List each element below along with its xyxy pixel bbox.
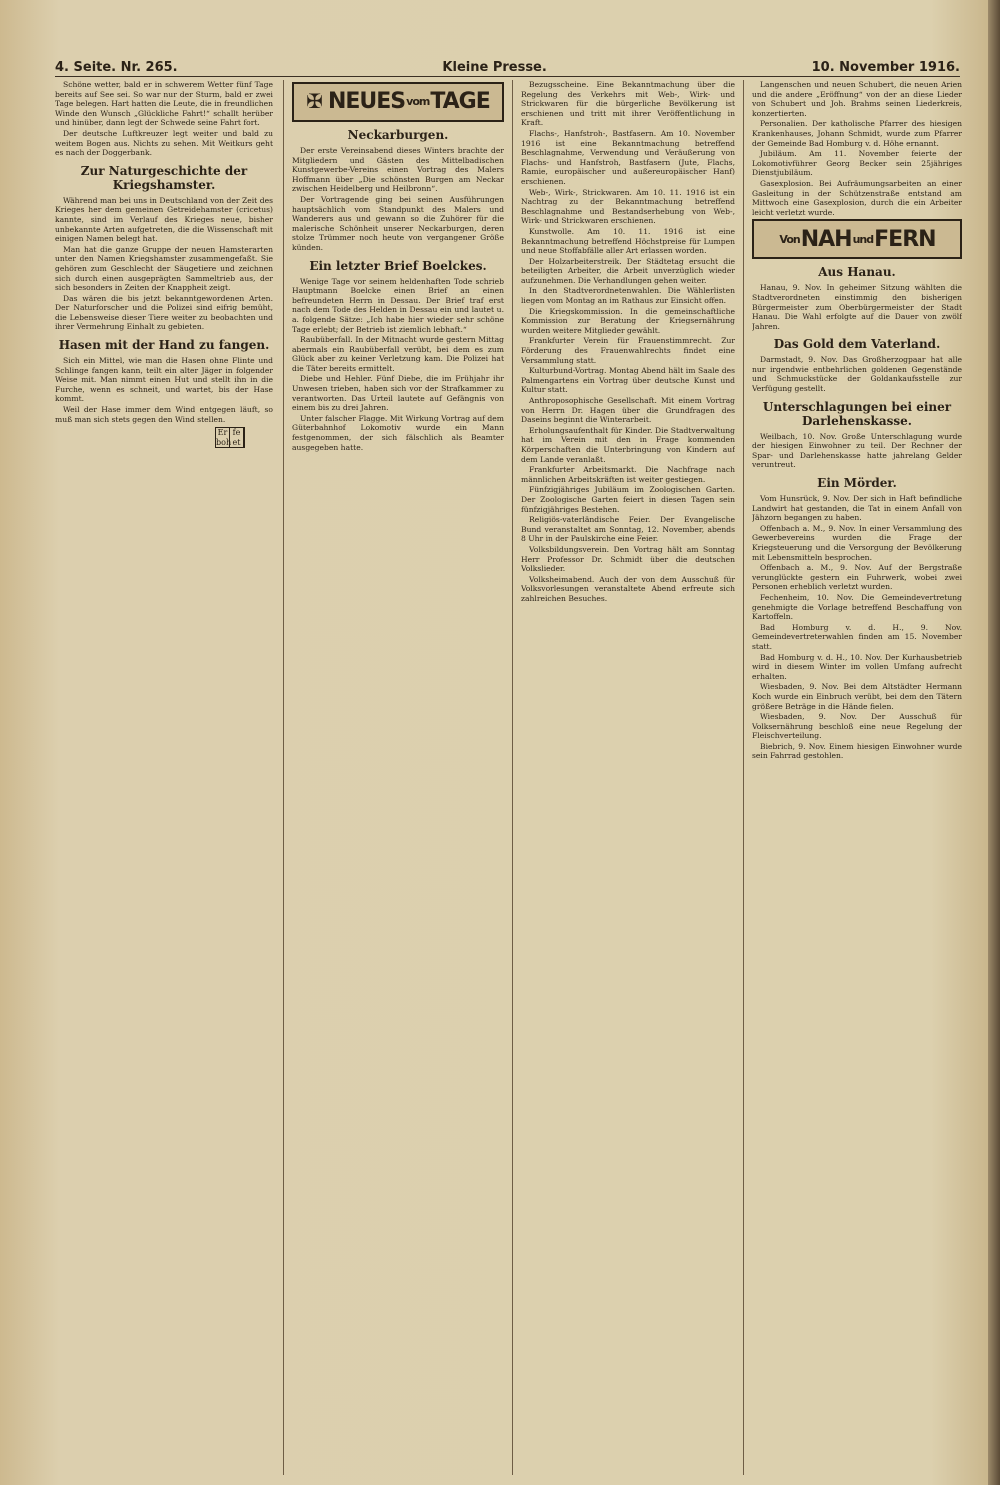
news-item: Bezugsscheine. Eine Bekanntmachung über die Regelung des Verkehrs mit Web-, Wirk- und Strickwaren für die bürgerliche Bevölkerung ist erschienen und tritt mit ihrer Veröffentlichung in Kraft. bbox=[521, 80, 735, 128]
masthead-von-nah-und-fern bbox=[752, 219, 962, 259]
article-paragraph: Gasexplosion. Bei Aufräumungsarbeiten an einer Gasleitung in der Schützenstraße entstand am Mittwoch eine Gasexplosion, durch die ein Arbeiter leicht verletzt wurde. bbox=[752, 178, 962, 217]
issue-date: 10. November 1916. bbox=[811, 59, 960, 75]
article-paragraph: Diebe und Hehler. Fünf Diebe, die im Frühjahr ihr Unwesen trieben, haben sich vor der Strafkammer zu verantworten. Das Urteil lautete auf Gefängnis von einem bis zu drei Jahren. bbox=[292, 374, 504, 413]
article-paragraph: Weil der Hase immer dem Wind entgegen läuft, so muß man sich stets gegen den Wind stellen. bbox=[55, 405, 273, 424]
article-paragraph: Fechenheim, 10. Nov. Die Gemeindevertretung genehmigte die Vorlage betreffend Beschaffung von Kartoffeln. bbox=[752, 592, 962, 622]
column-rule bbox=[283, 80, 284, 1475]
masthead-word: NAH bbox=[800, 226, 852, 252]
article-paragraph: Wiesbaden, 9. Nov. Bei dem Altstädter Hermann Koch wurde ein Einbruch verübt, bei dem den Tätern größere Beträge in die Hände fielen. bbox=[752, 682, 962, 711]
headline-hasen: Hasen mit der Hand zu fangen. bbox=[58, 338, 270, 353]
masthead-word: vom bbox=[406, 95, 430, 109]
page-number: 4. Seite. Nr. 265. bbox=[55, 59, 178, 75]
eagle-icon: ✠ bbox=[306, 89, 322, 114]
masthead-word: TAGE bbox=[430, 89, 490, 115]
news-item: Der Holzarbeiterstreik. Der Städtetag ersucht die beteiligten Arbeiter, die Arbeit unverzüglich wieder aufzunehmen. Die Verhandlungen gehen weiter. bbox=[521, 256, 735, 285]
news-item: Kunstwolle. Am 10. 11. 1916 ist eine Bekanntmachung betreffend Höchstpreise für Lumpen und neue Stoffabfälle aller Art erlassen worden. bbox=[521, 226, 735, 256]
article-paragraph: Jubiläum. Am 11. November feierte der Lokomotivführer Georg Becker sein 25jähriges Dienstjubiläum. bbox=[752, 149, 962, 178]
news-item: Web-, Wirk-, Strickwaren. Am 10. 11. 1916 ist ein Nachtrag zu der Bekanntmachung betreffend Beschlagnahme und Bestandserhebung von Web-, Wirk- und Strickwaren erschienen. bbox=[521, 187, 735, 226]
masthead-word: NEUES bbox=[327, 89, 406, 115]
article-paragraph: Darmstadt, 9. Nov. Das Großherzogpaar hat alle nur irgendwie entbehrlichen goldenen Gegenstände und Schmuckstücke der Goldankaufsstelle zur Verfügung gestellt. bbox=[752, 355, 962, 394]
masthead-word: FERN bbox=[874, 226, 936, 252]
article-paragraph: Raubüberfall. In der Mitnacht wurde gestern Mittag abermals ein Raubüberfall verübt, bei dem es zum Glück aber zu keiner Verletzung kam. Die Polizei hat die Täter bereits ermittelt. bbox=[292, 335, 504, 373]
article-paragraph: Man hat die ganze Gruppe der neuen Hamsterarten unter den Namen Kriegshamster zusammengefaßt. Sie gehören zum Geschlecht der Säugetiere und zeichnen sich durch einen ausgeprägten Sammeltrieb aus, der sich besonders in Zeiten der Knappheit zeigt. bbox=[55, 244, 273, 293]
masthead-neues-vom-tage bbox=[292, 82, 504, 122]
news-item: Kulturbund-Vortrag. Montag Abend hält im Saale des Palmengartens ein Vortrag über deutsche Kunst und Kultur statt. bbox=[521, 366, 735, 395]
puzzle-cell: fe bbox=[230, 428, 244, 438]
masthead-word: und bbox=[852, 232, 874, 246]
masthead-word: Von bbox=[779, 232, 800, 246]
column-2 bbox=[292, 80, 504, 1475]
news-item: Die Kriegskommission. In die gemeinschaftliche Kommission zur Beratung der Kriegsernährung wurden weitere Mitglieder gewählt. bbox=[521, 306, 735, 335]
column-rule bbox=[743, 80, 744, 1475]
column-4 bbox=[752, 80, 962, 1475]
column-rule bbox=[512, 80, 513, 1475]
article-paragraph: Personalien. Der katholische Pfarrer des hiesigen Krankenhauses, Johann Schmidt, wurde zum Pfarrer der Gemeinde Bad Homburg v. d. Höhe ernannt. bbox=[752, 119, 962, 148]
headline-kriegshamster: Zur Naturgeschichte der Kriegshamster. bbox=[80, 163, 248, 192]
headline-gold: Das Gold dem Vaterland. bbox=[773, 337, 941, 352]
article-paragraph: Schöne wetter, bald er in schwerem Wetter fünf Tage bereits auf See sei. So war nur der Sturm, bald er zwei Tage belegen. Hart hatten die Leute, die in freundlichen Winde den Wunsch „Glückliche Fahrt!“ schallt herüber und hinüber, dann legt der Schwede seine Fahrt fort. bbox=[55, 80, 273, 128]
headline-unterschlagungen: Unterschlagungen bei einer Darlehenskasse. bbox=[762, 399, 952, 428]
column-1 bbox=[55, 80, 273, 1475]
puzzle-figure bbox=[215, 427, 245, 448]
news-item: Anthroposophische Gesellschaft. Mit einem Vortrag von Herrn Dr. Hagen über die Grundfragen des Daseins beginnt die Winterarbeit. bbox=[521, 396, 735, 425]
article-paragraph: Wiesbaden, 9. Nov. Der Ausschuß für Volksernährung beschloß eine neue Regelung der Fleischverteilung. bbox=[752, 712, 962, 741]
paper-name: Kleine Presse. bbox=[442, 59, 547, 75]
article-paragraph: Langenschen und neuen Schubert, die neuen Arien und die andere „Eröffnung“ von der an diese Lieder von Schubert und Joh. Brahms seinen Liederkreis, konzertierten. bbox=[752, 80, 962, 118]
news-item: Volksbildungsverein. Den Vortrag hält am Sonntag Herr Professor Dr. Schmidt über die deutschen Volkslieder. bbox=[521, 544, 735, 574]
news-item: Frankfurter Arbeitsmarkt. Die Nachfrage nach männlichen Arbeitskräften ist weiter gestiegen. bbox=[521, 465, 735, 484]
news-item: Frankfurter Verein für Frauenstimmrecht. Zur Förderung des Frauenwahlrechts findet eine Versammlung statt. bbox=[521, 336, 735, 365]
headline-neckarburgen: Neckarburgen. bbox=[347, 128, 449, 142]
puzzle-cell: et bbox=[230, 438, 244, 448]
news-item: Flachs-, Hanfstroh-, Bastfasern. Am 10. November 1916 ist eine Bekanntmachung betreffend Beschlagnahme, Verwendung und Veräußerung von Flachs- und Hanfstroh, Bastfasern (Jute, Flachs, Ramie, europäischer und außereuropäischer Hanf) erschienen. bbox=[521, 128, 735, 186]
news-item: Religiös-vaterländische Feier. Der Evangelische Bund veranstaltet am Sonntag, 12. November, abends 8 Uhr in der Paulskirche eine Feier. bbox=[521, 515, 735, 544]
article-paragraph: Offenbach a. M., 9. Nov. Auf der Bergstraße verunglückte gestern ein Fuhrwerk, wobei zwei Personen erheblich verletzt wurden. bbox=[752, 563, 962, 592]
article-paragraph: Der erste Vereinsabend dieses Winters brachte der Mitgliedern und Gästen des Mittelbadischen Kunstgewerbe-Vereins einen Vortrag des Malers Hoffmann über „Die schönsten Burgen am Neckar zwischen Heidelberg und Heilbronn“. bbox=[292, 146, 504, 194]
article-paragraph: Unter falscher Flagge. Mit Wirkung Vortrag auf dem Güterbahnhof Lokomotiv wurde ein Mann festgenommen, der sich fälschlich als Beamter ausgegeben hatte. bbox=[292, 413, 504, 452]
headline-boelcke: Ein letzter Brief Boelckes. bbox=[309, 258, 487, 273]
headline-moerder: Ein Mörder. bbox=[817, 476, 897, 491]
article-paragraph: Biebrich, 9. Nov. Einem hiesigen Einwohner wurde sein Fahrrad gestohlen. bbox=[752, 741, 962, 761]
news-item: Fünfzigjähriges Jubiläum im Zoologischen Garten. Der Zoologische Garten feiert in diesen Tagen sein fünfzigjähriges Bestehen. bbox=[521, 485, 735, 514]
page-edge bbox=[988, 0, 1000, 1485]
puzzle-cell: Er bbox=[216, 428, 230, 438]
puzzle-cell: boh bbox=[216, 437, 232, 447]
article-paragraph: Sich ein Mittel, wie man die Hasen ohne Flinte und Schlinge fangen kann, teilt ein alter Jäger in folgender Weise mit. Man nimmt einen Hut und stellt ihn in die Furche, wenn es schneit, und wartet, bis der Hase kommt. bbox=[55, 356, 273, 404]
article-paragraph: Bad Homburg v. d. H., 10. Nov. Der Kurhausbetrieb wird in diesem Winter im vollen Umfang aufrecht erhalten. bbox=[752, 652, 962, 681]
article-paragraph: Vom Hunsrück, 9. Nov. Der sich in Haft befindliche Landwirt hat gestanden, die Tat in einem Anfall von Jähzorn begangen zu haben. bbox=[752, 494, 962, 523]
article-paragraph: Der deutsche Luftkreuzer legt weiter und bald zu weitem Bogen aus. Nichts zu sehen. Mit Weitkurs geht es nach der Doggerbank. bbox=[55, 128, 273, 158]
page-header bbox=[55, 58, 960, 77]
article-paragraph: Offenbach a. M., 9. Nov. In einer Versammlung des Gewerbevereins wurden die Frage der Kriegsteuerung und die Versorgung der Bevölkerung mit Lebensmitteln besprochen. bbox=[752, 523, 962, 562]
article-paragraph: Der Vortragende ging bei seinen Ausführungen hauptsächlich vom Standpunkt des Malers und Wanderers aus und gewann so die Zuhörer für die malerische Schönheit unserer Neckarburgen, deren stolze Trümmer noch heute von vergangener Größe künden. bbox=[292, 194, 504, 252]
headline-aus-hanau: Aus Hanau. bbox=[818, 265, 896, 280]
article-paragraph: Während man bei uns in Deutschland von der Zeit des Krieges her dem gemeinen Getreidehamster (cricetus) kannte, sind im Verlauf des Krieges neue, bisher unbekannte Arten aufgetreten, die die Wissenschaft mit einigen Namen belegt hat. bbox=[55, 195, 273, 244]
article-paragraph: Bad Homburg v. d. H., 9. Nov. Gemeindevertreterwahlen finden am 15. November statt. bbox=[752, 622, 962, 651]
news-item: In den Stadtverordnetenwahlen. Die Wählerlisten liegen vom Montag an im Rathaus zur Einsicht offen. bbox=[521, 286, 735, 306]
column-3 bbox=[521, 80, 735, 1475]
article-paragraph: Hanau, 9. Nov. In geheimer Sitzung wählten die Stadtverordneten einstimmig den bisherigen Bürgermeister zum Oberbürgermeister der Stadt Hanau. Die Wahl erfolgte auf die Dauer von zwölf Jahren. bbox=[752, 283, 962, 331]
news-item: Volksheimabend. Auch der von dem Ausschuß für Volksvorlesungen veranstaltete Abend erfreute sich zahlreichen Besuches. bbox=[521, 574, 735, 603]
article-paragraph: Das wären die bis jetzt bekanntgewordenen Arten. Der Naturforscher und die Polizei sind eifrig bemüht, die Lebensweise dieser Tiere weiter zu beobachten und ihrer Vermehrung Einhalt zu gebieten. bbox=[55, 293, 273, 332]
news-item: Erholungsaufenthalt für Kinder. Die Stadtverwaltung hat im Verein mit den in Frage kommenden Körperschaften die Unterbringung von Kindern auf dem Lande veranlaßt. bbox=[521, 425, 735, 464]
article-paragraph: Weilbach, 10. Nov. Große Unterschlagung wurde der hiesigen Einwohner zu teil. Der Rechner der Spar- und Darlehenskasse hatte jahrelang Gelder veruntreut. bbox=[752, 431, 962, 470]
article-paragraph: Wenige Tage vor seinem heldenhaften Tode schrieb Hauptmann Boelcke einen Brief an einen befreundeten Herrn in Dessau. Der Brief traf erst nach dem Tode des Helden in Dessau ein und lautet u. a. folgende Sätze: „Ich habe hier wieder sehr schöne Tage erlebt; der Betrieb ist ziemlich lebhaft.“ bbox=[292, 276, 504, 334]
